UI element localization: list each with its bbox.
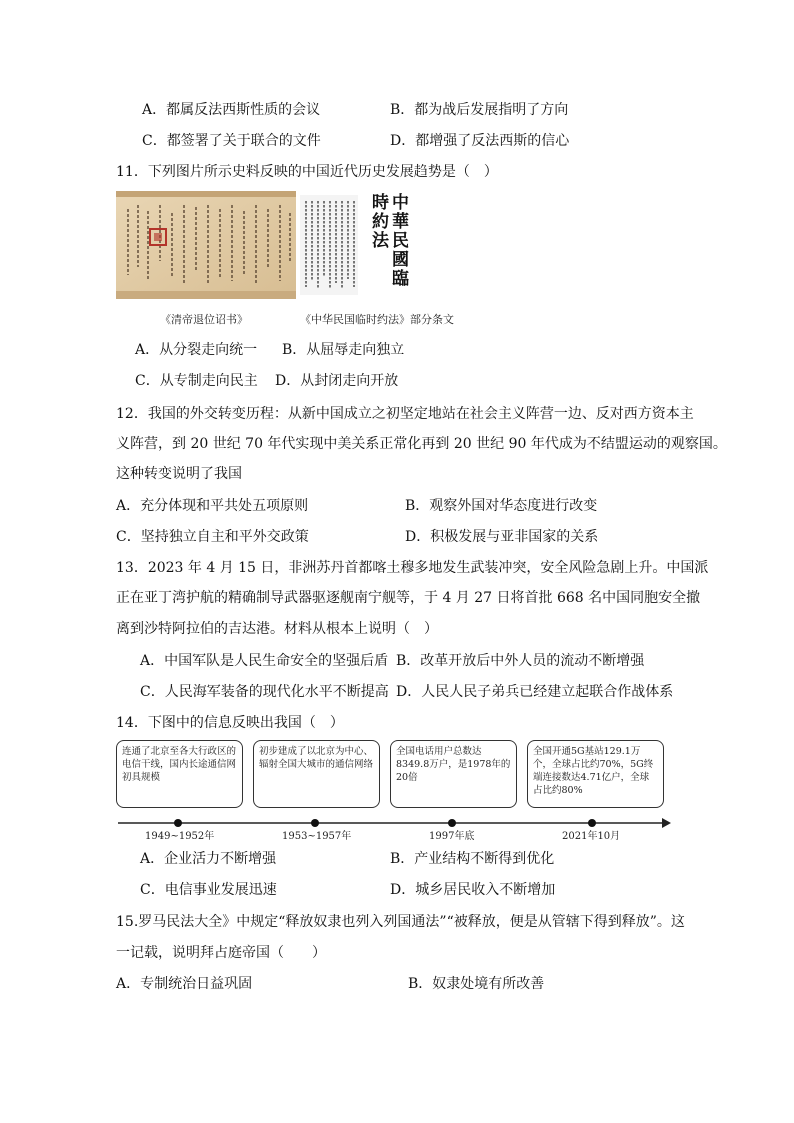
q12-option-b: B．观察外国对华态度进行改变 bbox=[405, 498, 598, 514]
caption-abdication-edict: 《清帝退位诏书》 bbox=[160, 313, 248, 326]
q13-stem-line-2: 正在亚丁湾护航的精确制导武器驱逐舰南宁舰等，于 4 月 27 日将首批 668 名中国同胞安全撤 bbox=[116, 590, 701, 606]
timeline-box-2: 初步建成了以北京为中心、辐射全国大城市的通信网络 bbox=[253, 740, 380, 808]
q13-stem-line-1: 13．2023 年 4 月 15 日，非洲苏丹首都喀土穆多地发生武装冲突，安全风险急剧上升。中国派 bbox=[116, 560, 709, 576]
constitution-title-calligraphy: 中華民國臨時約法 bbox=[368, 193, 408, 288]
q14-option-b: B．产业结构不断得到优化 bbox=[390, 851, 555, 867]
timeline-date-4: 2021年10月 bbox=[562, 831, 621, 842]
timeline-dot-4 bbox=[588, 819, 596, 827]
q11-stem: 11．下列图片所示史料反映的中国近代历史发展趋势是（ ） bbox=[116, 164, 498, 180]
q12-stem-line-1: 12．我国的外交转变历程：从新中国成立之初坚定地站在社会主义阵营一边、反对西方资本主 bbox=[116, 406, 694, 422]
timeline-box-3: 全国电话用户总数达8349.8万户，是1978年的20倍 bbox=[390, 740, 517, 808]
q11-option-c: C．从专制走向民主 bbox=[135, 373, 258, 389]
timeline-box-1: 连通了北京至各大行政区的电信干线，国内长途通信网初具规模 bbox=[116, 740, 243, 808]
q13-option-c: C．人民海军装备的现代化水平不断提高 bbox=[140, 684, 389, 700]
timeline-box-4: 全国开通5G基站129.1万个，全球占比约70%，5G终端连接数达4.71亿户，全球占比约80% bbox=[527, 740, 664, 808]
q15-stem-line-1: 15.罗马民法大全》中规定“释放奴隶也列入列国通法”“被释放，便是从管辖下得到释放”。这 bbox=[116, 914, 685, 930]
caption-provisional-constitution: 《中华民国临时约法》部分条文 bbox=[300, 313, 454, 326]
q11-option-d: D．从封闭走向开放 bbox=[275, 373, 399, 389]
q14-option-a: A．企业活力不断增强 bbox=[140, 851, 277, 867]
q14-option-d: D．城乡居民收入不断增加 bbox=[390, 882, 556, 898]
q10-option-c: C．都签署了关于联合的文件 bbox=[142, 133, 321, 149]
q12-option-c: C．坚持独立自主和平外交政策 bbox=[116, 529, 309, 545]
q13-option-b: B．改革开放后中外人员的流动不断增强 bbox=[396, 653, 645, 669]
timeline-date-2: 1953~1957年 bbox=[282, 831, 352, 842]
q15-option-b: B．奴隶处境有所改善 bbox=[408, 976, 545, 992]
q12-stem-line-2: 义阵营，到 20 世纪 70 年代实现中美关系正常化再到 20 世纪 90 年代成为不结盟运动的观察国。 bbox=[116, 436, 727, 452]
abdication-edict-image bbox=[116, 191, 296, 299]
q12-option-d: D．积极发展与亚非国家的关系 bbox=[405, 529, 599, 545]
q13-option-a: A．中国军队是人民生命安全的坚强后盾 bbox=[140, 653, 389, 669]
timeline-dot-3 bbox=[448, 819, 456, 827]
q13-option-d: D．人民人民子弟兵已经建立起联合作战体系 bbox=[396, 684, 674, 700]
q12-stem-line-3: 这种转变说明了我国 bbox=[116, 466, 242, 482]
timeline-dot-1 bbox=[174, 819, 182, 827]
timeline-date-1: 1949~1952年 bbox=[145, 831, 215, 842]
q11-option-a: A．从分裂走向统一 bbox=[135, 342, 258, 358]
q14-stem: 14．下图中的信息反映出我国（ ） bbox=[116, 715, 344, 731]
q14-option-c: C．电信事业发展迅速 bbox=[140, 882, 277, 898]
q10-option-d: D．都增强了反法西斯的信心 bbox=[390, 133, 570, 149]
q10-option-b: B．都为战后发展指明了方向 bbox=[390, 102, 569, 118]
q12-option-a: A．充分体现和平共处五项原则 bbox=[116, 498, 309, 514]
provisional-constitution-image bbox=[298, 191, 448, 299]
timeline-axis bbox=[116, 815, 672, 831]
q13-stem-line-3: 离到沙特阿拉伯的吉达港。材料从根本上说明（ ） bbox=[116, 621, 438, 637]
q10-option-a: A．都属反法西斯性质的会议 bbox=[142, 102, 321, 118]
q11-option-b: B．从屈辱走向独立 bbox=[282, 342, 405, 358]
timeline-date-3: 1997年底 bbox=[429, 831, 475, 842]
q15-option-a: A．专制统治日益巩固 bbox=[116, 976, 253, 992]
q15-stem-line-2: 一记载，说明拜占庭帝国（ ） bbox=[116, 945, 326, 961]
timeline-dot-2 bbox=[311, 819, 319, 827]
